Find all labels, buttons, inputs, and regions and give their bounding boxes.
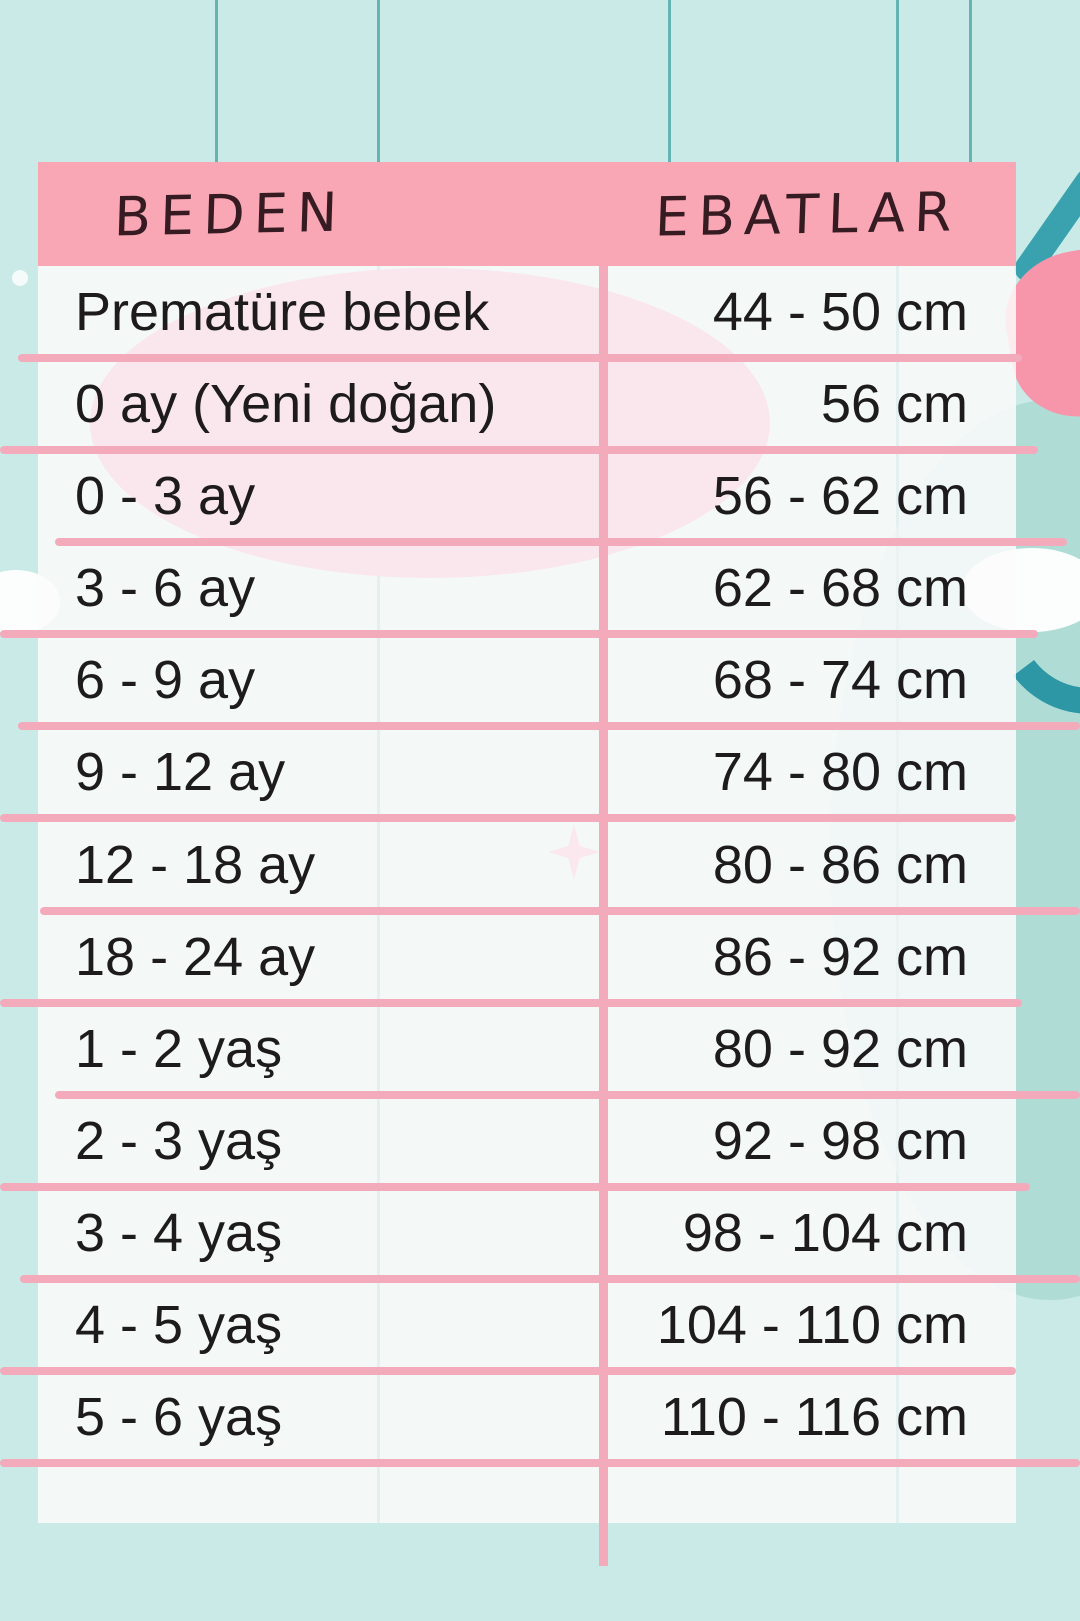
- dimensions-cell: 68 - 74 cm: [712, 650, 968, 711]
- size-cell: 3 - 6 ay: [75, 558, 256, 619]
- row-separator-line: [0, 1367, 1016, 1375]
- row-separator-line: [55, 538, 1067, 546]
- row-separator-line: [0, 630, 1038, 638]
- row-separator-line: [20, 1275, 1080, 1283]
- dimensions-cell: 80 - 86 cm: [712, 834, 968, 895]
- size-cell: 1 - 2 yaş: [75, 1018, 283, 1079]
- row-separator-line: [0, 1183, 1030, 1191]
- row-separator-line: [0, 1459, 1080, 1467]
- row-separator-line: [0, 814, 1016, 822]
- size-cell: 3 - 4 yaş: [75, 1202, 283, 1263]
- table-row: [38, 1187, 1016, 1279]
- size-cell: 0 ay (Yeni doğan): [75, 374, 497, 435]
- row-separator-line: [0, 999, 1022, 1007]
- row-separator-line: [0, 446, 1038, 454]
- table-row: [38, 266, 1016, 358]
- header-size-cell: [38, 180, 599, 248]
- table-row: [38, 1095, 1016, 1187]
- dimensions-cell: 86 - 92 cm: [712, 926, 968, 987]
- dimensions-cell: 80 - 92 cm: [712, 1018, 968, 1079]
- size-cell: Prematüre bebek: [75, 282, 490, 343]
- table-row: [38, 1371, 1016, 1463]
- table-row: [38, 911, 1016, 1003]
- size-cell: 9 - 12 ay: [75, 742, 286, 803]
- hanging-string-decoration: [969, 0, 972, 162]
- table-row: [38, 450, 1016, 542]
- table-row: [38, 358, 1016, 450]
- row-separator-line: [18, 722, 1080, 730]
- size-cell: 0 - 3 ay: [75, 466, 256, 527]
- size-cell: 4 - 5 yaş: [75, 1294, 283, 1355]
- table-row: [38, 1003, 1016, 1095]
- column-divider-line: [599, 266, 608, 1566]
- dimensions-cell: 98 - 104 cm: [682, 1202, 968, 1263]
- size-cell: 6 - 9 ay: [75, 650, 256, 711]
- hanging-string-decoration: [215, 0, 218, 162]
- dot-decoration: [12, 270, 28, 286]
- size-cell: 18 - 24 ay: [75, 926, 316, 987]
- row-separator-line: [40, 907, 1080, 915]
- table-row: [38, 542, 1016, 634]
- row-separator-line: [18, 354, 1022, 362]
- dimensions-cell: 104 - 110 cm: [656, 1294, 968, 1355]
- dimensions-cell: 74 - 80 cm: [712, 742, 968, 803]
- header-size-label: BEDEN: [113, 180, 348, 248]
- dimensions-cell: 44 - 50 cm: [712, 282, 968, 343]
- size-cell: 12 - 18 ay: [75, 834, 316, 895]
- table-row: [38, 1279, 1016, 1371]
- dimensions-cell: 62 - 68 cm: [712, 558, 968, 619]
- header-dimensions-cell: [599, 179, 1016, 249]
- table-row: [38, 818, 1016, 910]
- size-cell: 5 - 6 yaş: [75, 1386, 283, 1447]
- dimensions-cell: 110 - 116 cm: [660, 1386, 968, 1447]
- row-separator-line: [55, 1091, 1080, 1099]
- table-row: [38, 634, 1016, 726]
- hanging-string-decoration: [668, 0, 671, 162]
- header-dimensions-label: EBATLAR: [653, 179, 962, 249]
- table-header: [38, 162, 1016, 266]
- dimensions-cell: 56 cm: [820, 374, 968, 435]
- dimensions-cell: 92 - 98 cm: [712, 1110, 968, 1171]
- table-row: [38, 726, 1016, 818]
- size-cell: 2 - 3 yaş: [75, 1110, 283, 1171]
- dimensions-cell: 56 - 62 cm: [712, 466, 968, 527]
